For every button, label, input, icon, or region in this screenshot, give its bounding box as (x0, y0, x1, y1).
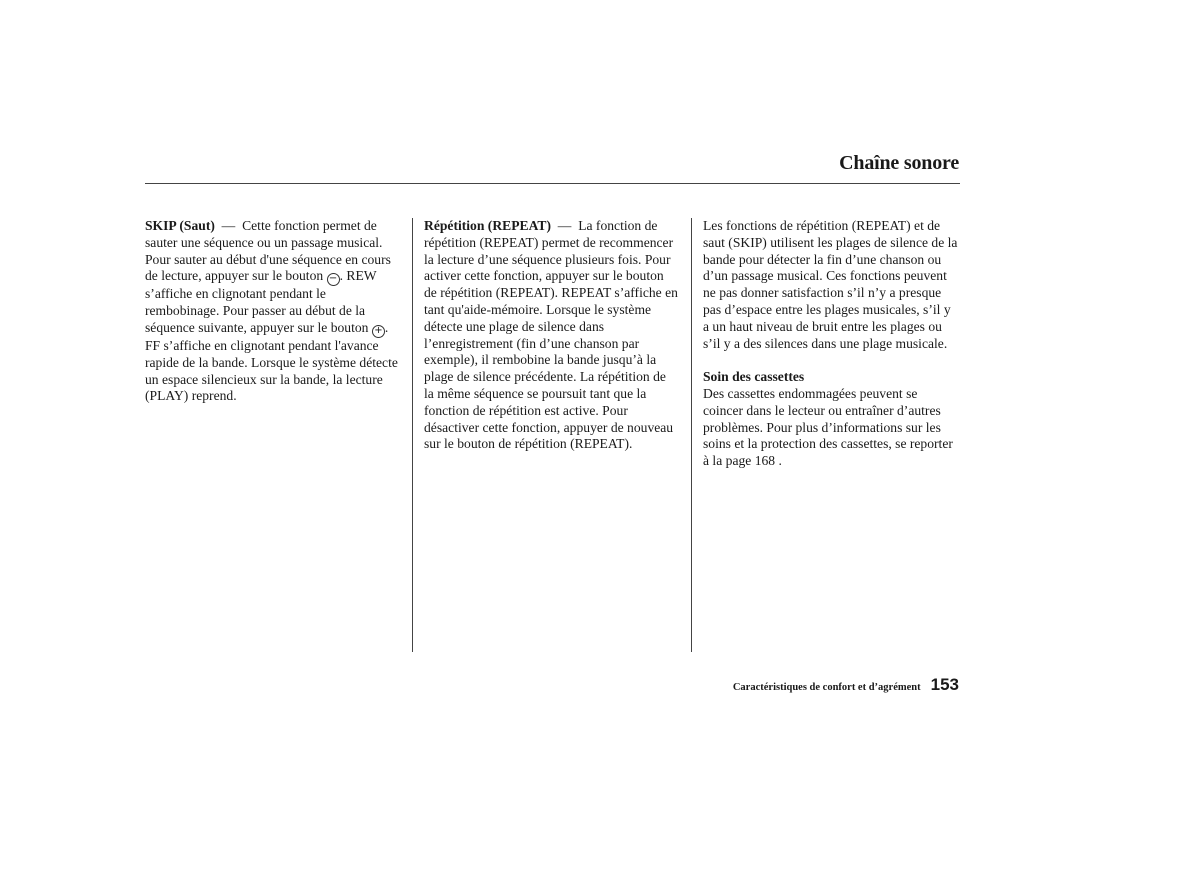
skip-text-part3: . FF s’affiche en clignotant pendant l'avance rapide de la bande. Lorsque le système détecte un espace silencieux sur la bande, la lecture (PLAY) reprend. (145, 319, 398, 404)
paragraph-gap (703, 352, 960, 369)
skip-text-part1: Cette fonction permet de sauter une séquence ou un passage musical. Pour sauter au début d'une séquence en cours de lecture, appuyer sur le bouton (145, 218, 391, 284)
header-rule (145, 183, 960, 184)
column-divider-1 (412, 218, 413, 652)
cassette-care-paragraph: Des cassettes endommagées peuvent se coincer dans le lecteur ou entraîner d’autres problèmes. Pour plus d’informations sur les soins et la protection des cassettes, se reporter à la page 168 . (703, 385, 953, 469)
column-divider-2 (691, 218, 692, 652)
skip-paragraph (145, 218, 400, 405)
page-title: Chaîne sonore (839, 152, 959, 174)
plus-button-icon: + (372, 325, 385, 338)
em-dash: — (221, 218, 236, 233)
skip-heading: SKIP (Saut) (145, 218, 215, 233)
page-footer (733, 675, 959, 695)
cassette-care-heading: Soin des cassettes (703, 369, 805, 385)
column-info (703, 218, 960, 470)
page-number: 153 (930, 675, 959, 694)
column-skip (145, 218, 400, 405)
em-dash: — (557, 218, 572, 233)
repeat-text: La fonction de répétition (REPEAT) permet de recommencer la lecture d’une séquence plusieurs fois. Pour activer cette fonction, appuyer sur le bouton de répétition (REPEAT). REPEAT s’affiche en tant qu'aide-mémoire. Lorsque le système détecte une plage de silence dans l’enregistrement (fin d’une chanson par exemple), il rembobine la bande jusqu’à la plage de silence précédente. La répétition de la même séquence se poursuit tant que la fonction de répétition est active. Pour désactiver cette fonction, appuyer de nouveau sur le bouton de répétition (REPEAT). (424, 218, 678, 452)
repeat-heading: Répétition (REPEAT) (424, 218, 551, 233)
repeat-paragraph (424, 218, 679, 453)
minus-button-icon: − (327, 273, 340, 286)
skip-text-part2: . REW s’affiche en clignotant pendant le rembobinage. Pour passer au début de la séquence suivante, appuyer sur le bouton (145, 268, 377, 335)
intro-paragraph: Les fonctions de répétition (REPEAT) et de saut (SKIP) utilisent les plages de silence de la bande pour détecter la fin d’une chanson ou d’un passage musical. Ces fonctions peuvent ne pas donner satisfaction s’il n’y a presque pas d’espace entre les plages musicales, s’il y a un haut niveau de bruit entre les plages ou s’il y a des silences dans une plage musicale. (703, 218, 958, 351)
column-repeat (424, 218, 679, 453)
footer-section-title: Caractéristiques de confort et d’agrément (732, 682, 921, 693)
